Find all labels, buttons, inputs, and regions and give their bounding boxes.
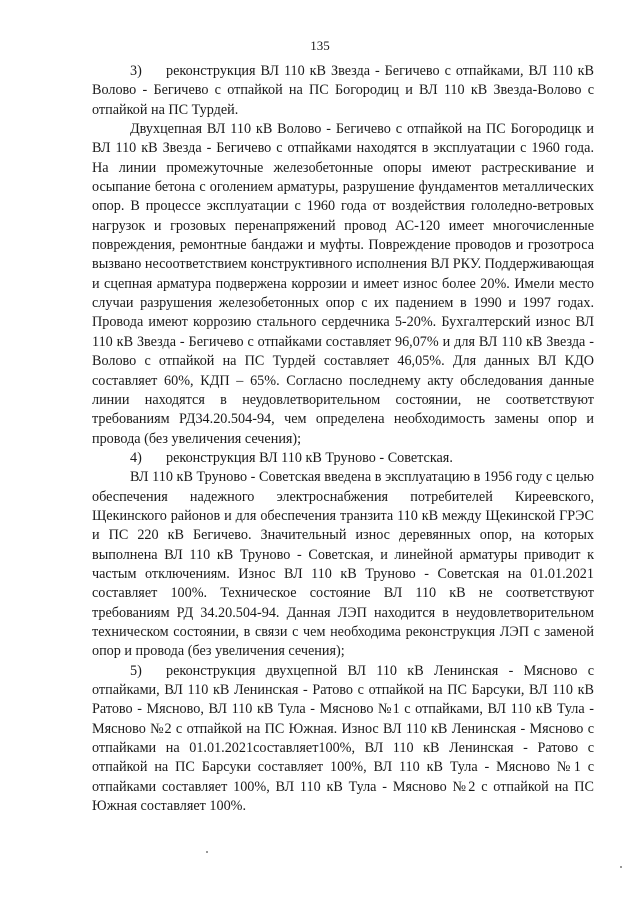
scan-speck (620, 866, 622, 868)
list-item-3 (92, 62, 594, 120)
paragraph-trunovo-sovetskaya: ВЛ 110 кВ Труново - Советская введена в эксплуатацию в 1956 году с целью обеспечения надежного электроснабжения потребителей Киреевского, Щекинского районов и для обеспечения транзита 110 кВ между Щекинской ГРЭС и ПС 220 кВ Бегичево. Значительный износ деревянных опор, на которых выполнена ВЛ 110 кВ Труново - Советская, и линейной арматуры приводит к частым отключениям. Износ ВЛ 110 кВ Труново - Советская на 01.01.2021 составляет 100%. Техническое состояние ВЛ 110 кВ не соответствуют требованиям РД 34.20.504-94. Данная ЛЭП находится в неудовлетворительном техническом состоянии, в связи с чем необходима реконструкция ЛЭП с заменой опор и провода (без увеличения сечения); (92, 469, 594, 660)
list-item-4-text: реконструкция ВЛ 110 кВ Труново - Советская. (166, 449, 453, 466)
list-item-5 (92, 662, 594, 817)
list-item-4 (92, 449, 594, 468)
list-item-5-number: 5) (130, 662, 142, 679)
list-item-3-number: 3) (130, 63, 142, 79)
list-item-4-number: 4) (130, 449, 142, 466)
document-body (92, 62, 594, 816)
page-number: 135 (310, 38, 330, 53)
scan-speck (206, 851, 208, 853)
list-item-5-text: реконструкция двухцепной ВЛ 110 кВ Ленинская - Мясново с отпайками, ВЛ 110 кВ Ленинская - Ратово с отпайкой на ПС Барсуки, ВЛ 110 кВ Ратово - Мясново, ВЛ 110 кВ Тула - Мясново №1 с отпайками, ВЛ 110 кВ Тула - Мясново №2 с отпайкой на ПС Южная. Износ ВЛ 110 кВ Ленинская - Мясново с отпайками на 01.01.2021составляет100%, ВЛ 110 кВ Ленинская - Ратово с отпайкой на ПС Барсуки составляет 100%, ВЛ 110 кВ Тула - Мясново №1 с отпайками составляет 100%, ВЛ 110 кВ Тула - Мясново №2 с отпайкой на ПС Южная составляет 100%. (92, 662, 594, 815)
paragraph-volovo-begichevo: Двухцепная ВЛ 110 кВ Волово - Бегичево с отпайкой на ПС Богородицк и ВЛ 110 кВ Звезда - Бегичево с отпайками находятся в эксплуатации с 1960 года. На линии промежуточные железобетонные опоры имеют растрескивание и осыпание бетона с оголением арматуры, разрушение фундаментов металлических опор. В процессе эксплуатации с 1960 года от воздействия гололедно-ветровых нагрузок и грозовых перенапряжений провод АС-120 имеет многочисленные повреждения, ремонтные бандажи и муфты. Повреждение проводов и грозотроса вызвано несоответствием конструктивного исполнения ВЛ РКУ. Поддерживающая и сцепная арматура подвержена коррозии и имеет износ более 20%. Имели место случаи разрушения железобетонных опор с их падением в 1990 и 1997 годах. Провода имеют коррозию стального сердечника 5-20%. Бухгалтерский износ ВЛ 110 кВ Звезда - Бегичево с отпайками составляет 96,07% и для ВЛ 110 кВ Звезда - Волово с отпайкой на ПС Турдей составляет 46,05%. Для данных ВЛ КДО составляет 60%, КДП – 65%. Согласно последнему акту обследования данные линии находятся в неудовлетворительном состоянии, не соответствуют требованиям РД34.20.504-94, чем определена необходимость замены опор и провода (без увеличения сечения); (92, 121, 594, 447)
list-item-3-text: реконструкция ВЛ 110 кВ Звезда - Бегичево с отпайками, ВЛ 110 кВ Волово - Бегичево с отпайкой на ПС Богородиц и ВЛ 110 кВ Звезда-Волово с отпайкой на ПС Турдей. (92, 63, 594, 118)
